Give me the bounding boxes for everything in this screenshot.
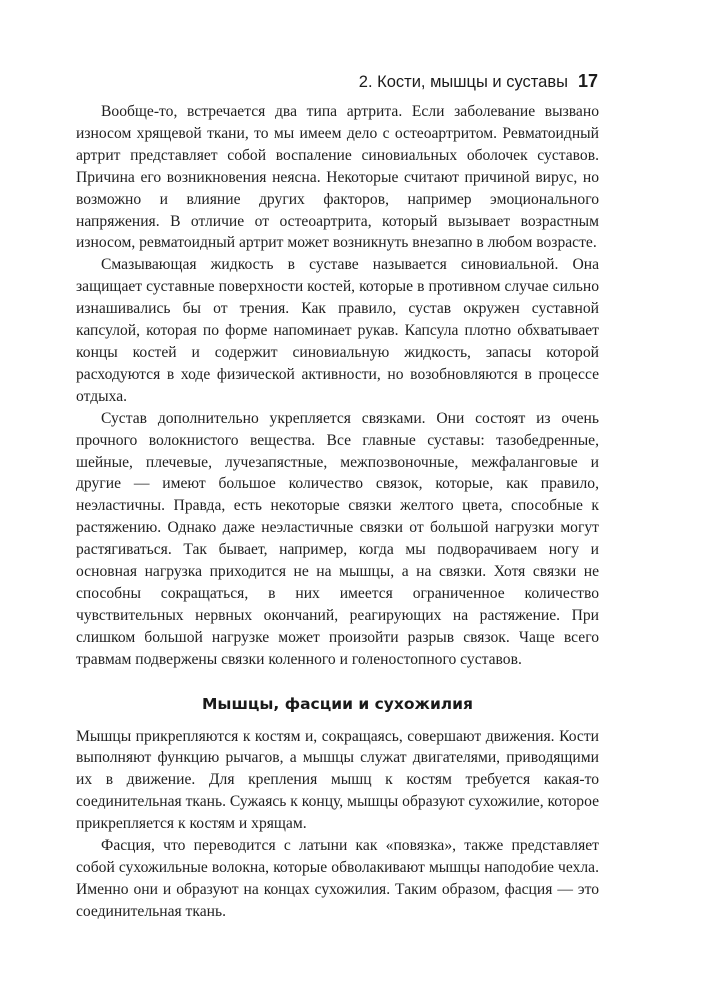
paragraph-synovial-fluid: Смазывающая жидкость в суставе называется синовиальной. Она защищает суставные поверхности костей, которые в противном случае сильно изнашивались бы от трения. Как правило, сустав окружен суставной капсулой, которая по форме напоминает рукав. Капсула плотно обхватывает концы костей и содержит синовиальную жидкость, запасы которой расходуются в ходе физической активности, но возобновляются в процессе отдыха. <box>76 256 599 405</box>
paragraph-ligaments: Сустав дополнительно укрепляется связками. Они состоят из очень прочного волокнистого вещества. Все главные суставы: тазобедренные, шейные, плечевые, лучезапястные, межпозвоночные, межфаланговые и другие — имеют большое количество связок, которые, как правило, неэластичны. Правда, есть некоторые связки желтого цвета, способные к растяжению. Однако даже неэластичные связки от большой нагрузки могут растягиваться. Так бывает, например, когда мы подворачиваем ногу и основная нагрузка приходится не на мышцы, а на связки. Хотя связки не способны сокращаться, в них имеется ограниченное количество чувствительных нервных окончаний, реагирующих на растяжение. При слишком большой нагрузке может произойти разрыв связок. Чаще всего травмам подвержены связки коленного и голеностопного суставов. <box>76 409 599 668</box>
running-header <box>359 71 598 92</box>
paragraph-fascia: Фасция, что переводится с латыни как «повязка», также представляет собой сухожильные волокна, которые обволакивают мышцы наподобие чехла. Именно они и образуют на концах сухожилия. Таким образом, фасция — это соединительная ткань. <box>76 837 599 920</box>
section-heading: Мышцы, фасции и сухожилия <box>202 694 473 713</box>
paragraph-muscles: Мышцы прикрепляются к костям и, сокращаясь, совершают движения. Кости выполняют функцию рычагов, а мышцы служат двигателями, приводящими их в движение. Для крепления мышц к костям требуется какая-то соединительная ткань. Сужаясь к концу, мышцы образуют сухожилие, которое прикрепляется к костям и хрящам. <box>76 727 599 833</box>
paragraph-arthritis-types: Вообще-то, встречается два типа артрита. Если заболевание вызвано износом хрящевой ткани, то мы имеем дело с остеоартритом. Ревматоидный артрит представляет собой воспаление синовиальных оболочек суставов. Причина его возникновения неясна. Некоторые считают причиной вирус, но возможно и влияние других факторов, например эмоционального напряжения. В отличие от остеоартрита, который вызывает возрастным износом, ревматоидный артрит может возникнуть внезапно в любом возрасте. <box>76 103 599 252</box>
body-text <box>76 101 599 923</box>
chapter-title: 2. Кости, мышцы и суставы <box>358 73 568 91</box>
page-number: 17 <box>577 71 598 91</box>
